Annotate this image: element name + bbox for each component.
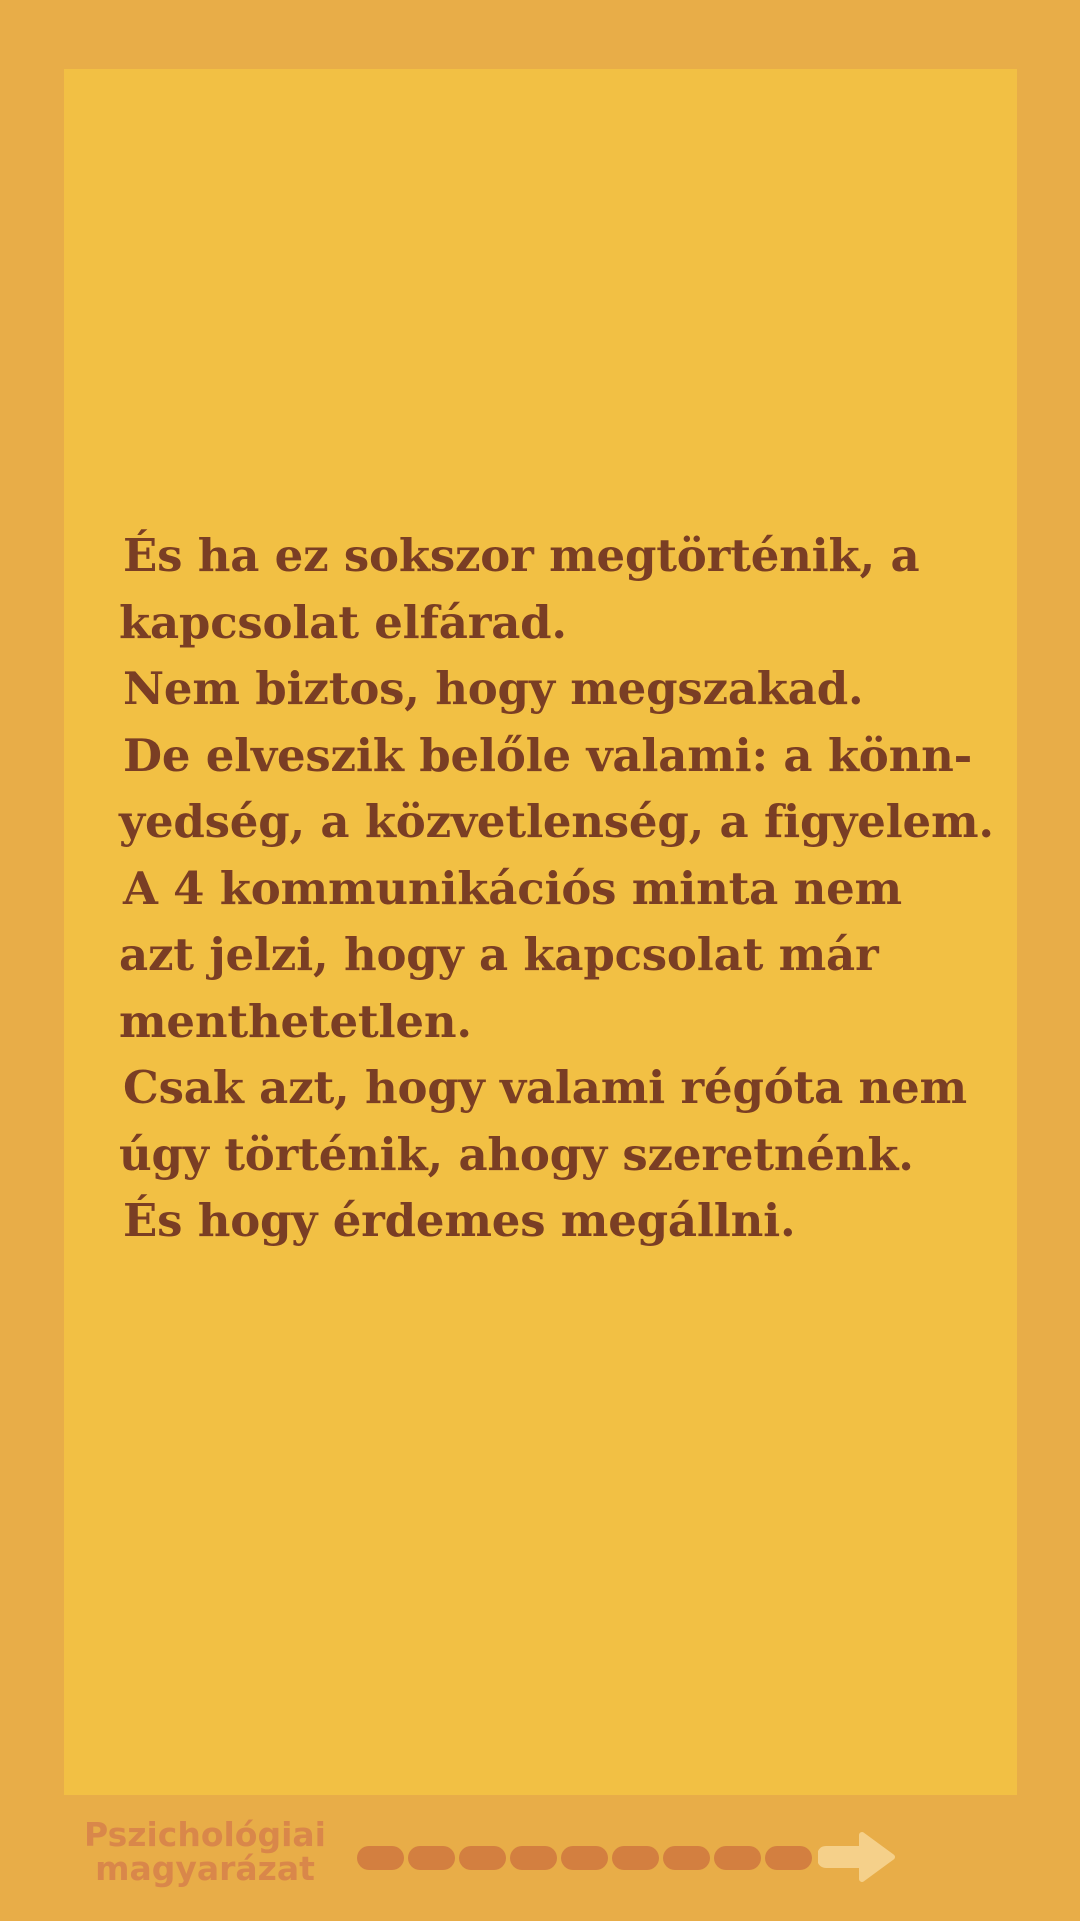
text-line: kapcsolat elfárad.: [119, 595, 567, 649]
text-line: azt jelzi, hogy a kapcsolat már: [119, 928, 879, 981]
text-line: Nem biztos, hogy megszakad.: [123, 662, 864, 715]
text-line: úgy történik, ahogy szeretnénk.: [119, 1127, 914, 1181]
body-text: [119, 523, 994, 1255]
brand-logo: [70, 1815, 340, 1888]
text-line: yedség, a közvetlenség, a figyelem.: [119, 795, 994, 848]
progress-dot: [663, 1846, 710, 1870]
progress-indicator: [357, 1843, 812, 1873]
progress-dot: [408, 1846, 455, 1870]
progress-dot: [459, 1846, 506, 1870]
progress-dot: [561, 1846, 608, 1870]
progress-dot: [765, 1846, 812, 1870]
text-line: A 4 kommunikációs minta nem: [123, 861, 902, 915]
text-line: És hogy érdemes megállni.: [123, 1194, 796, 1247]
progress-dot: [357, 1846, 404, 1870]
text-line: De elveszik belőle valami: a könn-: [123, 728, 973, 782]
brand-line-2: magyarázat: [95, 1849, 315, 1888]
arrow-right-icon[interactable]: [818, 1827, 898, 1887]
text-line: Csak azt, hogy valami régóta nem: [123, 1061, 967, 1114]
progress-dot: [612, 1846, 659, 1870]
text-line: És ha ez sokszor megtörténik, a: [123, 529, 920, 582]
progress-dot: [510, 1846, 557, 1870]
progress-dot: [714, 1846, 761, 1870]
brand-line-1: Pszichológiai: [84, 1815, 326, 1854]
text-line: menthetetlen.: [119, 994, 472, 1048]
